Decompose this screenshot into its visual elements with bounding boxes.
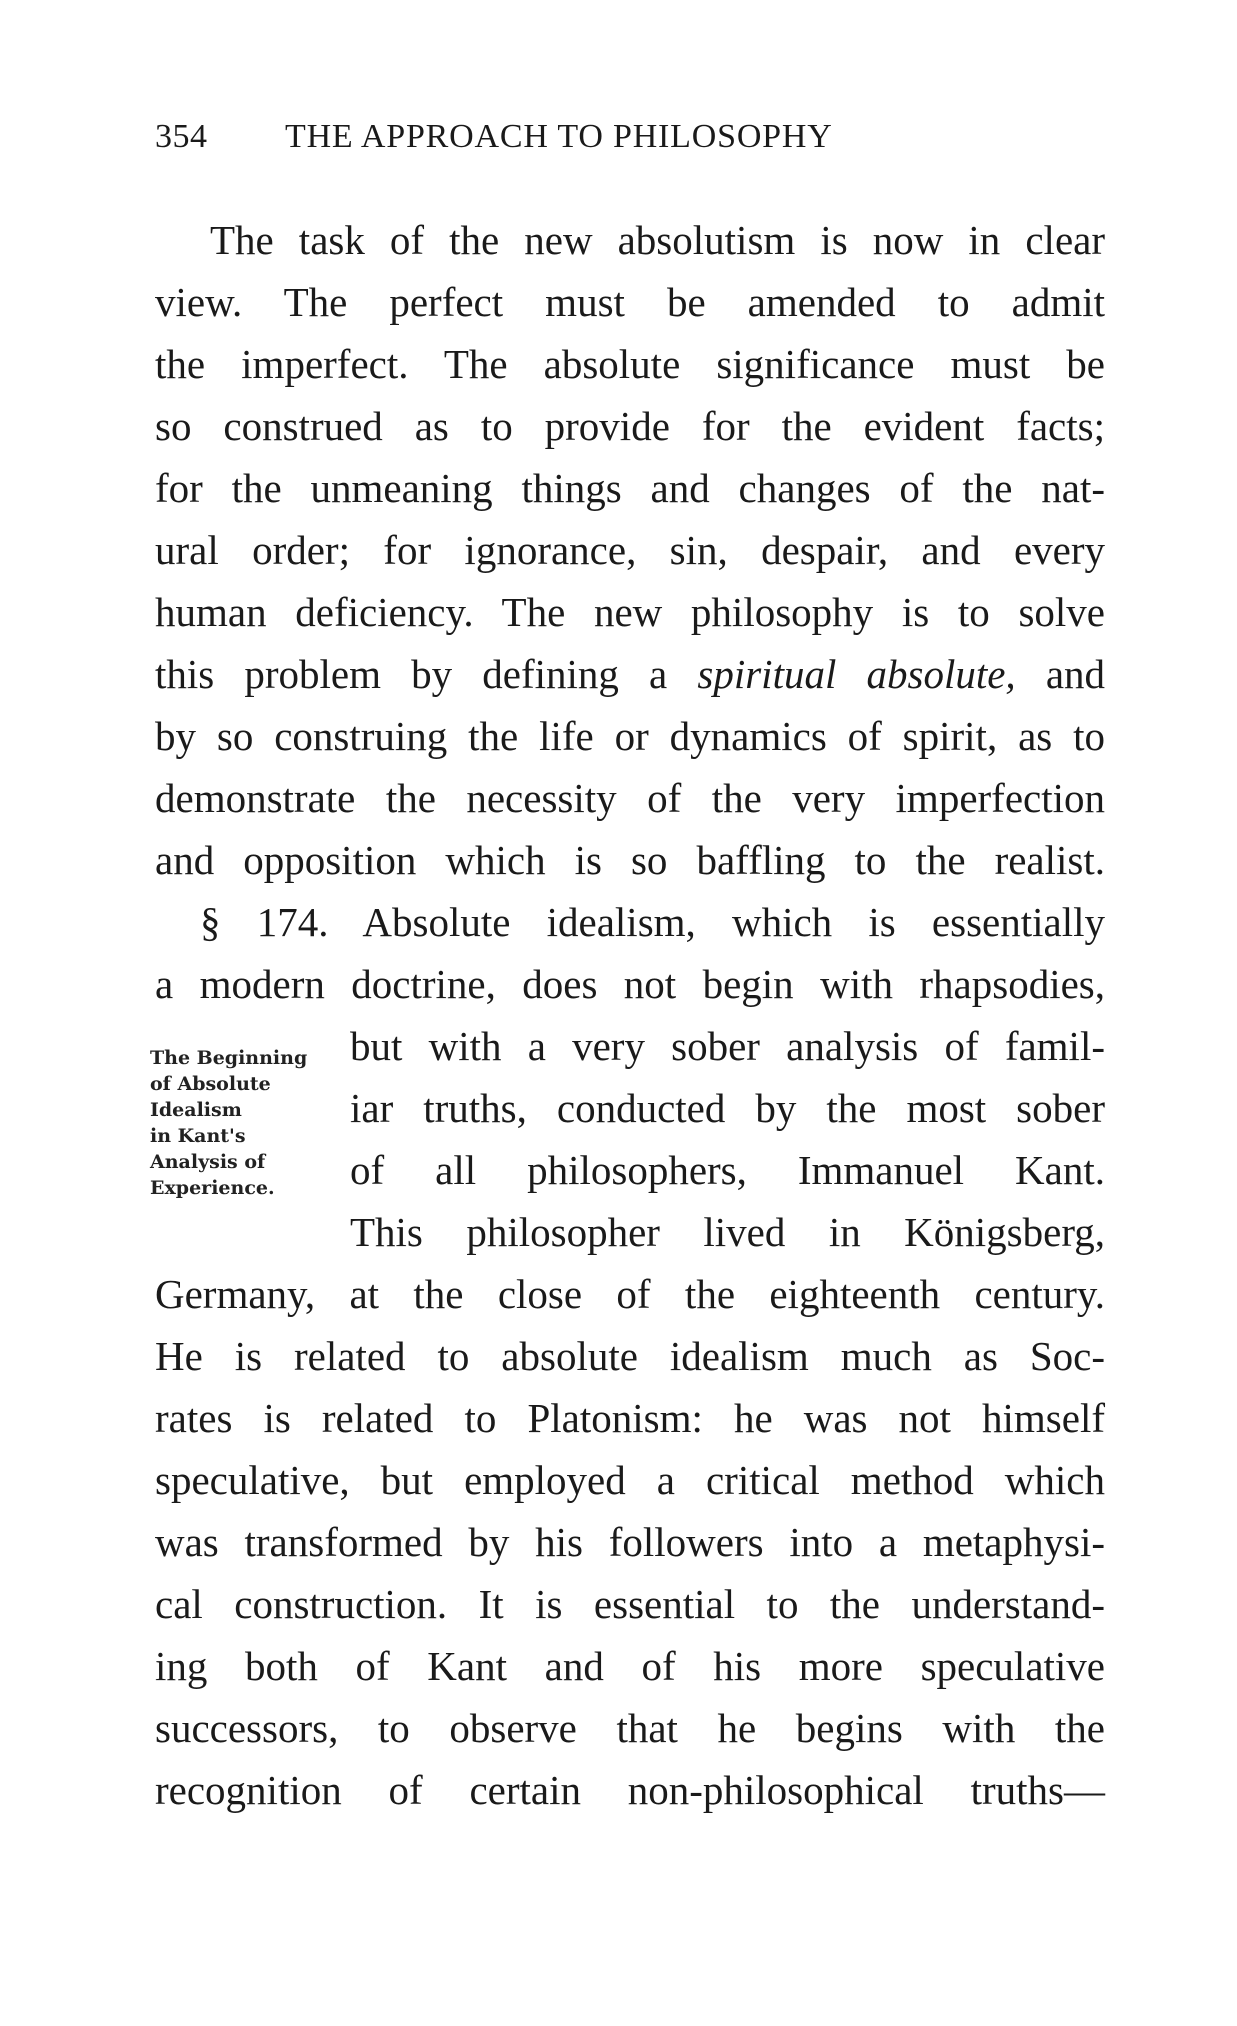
text-line: speculative, but employed a critical method which: [155, 1457, 1105, 1503]
margin-note-line: The Beginning: [150, 1047, 308, 1069]
margin-note-line: Idealism: [150, 1099, 242, 1121]
text-line: rates is related to Platonism: he was not himself: [155, 1395, 1105, 1441]
margin-note-line: in Kant's: [150, 1125, 246, 1147]
text-line: iar truths, conducted by the most sober: [350, 1085, 1105, 1131]
text-line: human deficiency. The new philosophy is to solve: [155, 589, 1105, 635]
text-line: ing both of Kant and of his more speculative: [155, 1643, 1105, 1689]
text-line: The task of the new absolutism is now in clear: [210, 217, 1105, 263]
page-header: [155, 118, 833, 156]
margin-note-line: of Absolute: [150, 1073, 271, 1095]
text-line: Germany, at the close of the eighteenth century.: [155, 1271, 1105, 1317]
text-line: a modern doctrine, does not begin with rhapsodies,: [155, 961, 1105, 1007]
text-line: so construed as to provide for the evident facts;: [155, 403, 1105, 449]
text-line: was transformed by his followers into a metaphysi-: [155, 1519, 1105, 1565]
text-line: ural order; for ignorance, sin, despair, and every: [155, 527, 1105, 573]
text-line: He is related to absolute idealism much as Soc-: [155, 1333, 1105, 1379]
text-line: This philosopher lived in Königsberg,: [350, 1209, 1105, 1255]
text-line: successors, to observe that he begins with the: [155, 1705, 1105, 1751]
text-line: recognition of certain non-philosophical truths—: [155, 1767, 1105, 1813]
text-run: and: [1045, 651, 1106, 697]
text-line: and opposition which is so baffling to the realist.: [155, 837, 1105, 883]
text-line: [155, 651, 1106, 697]
running-title: THE APPROACH TO PHILOSOPHY: [285, 118, 833, 155]
page-number: 354: [155, 118, 208, 155]
margin-note: [150, 1045, 340, 1201]
text-line: demonstrate the necessity of the very imperfection: [155, 775, 1105, 821]
margin-note-line: Analysis of: [150, 1151, 266, 1173]
text-line: cal construction. It is essential to the understand-: [155, 1581, 1105, 1627]
italic-phrase: spiritual absolute,: [697, 651, 1016, 697]
text-line: of all philosophers, Immanuel Kant.: [350, 1147, 1105, 1193]
text-line: view. The perfect must be amended to admit: [155, 279, 1105, 325]
text-run: this problem by defining a: [155, 651, 668, 697]
text-line: for the unmeaning things and changes of the nat-: [155, 465, 1105, 511]
text-line: by so construing the life or dynamics of spirit, as to: [155, 713, 1105, 759]
text-line: the imperfect. The absolute significance must be: [155, 341, 1105, 387]
margin-note-line: Experience.: [150, 1177, 275, 1199]
text-line: but with a very sober analysis of famil-: [350, 1023, 1105, 1069]
text-line: § 174. Absolute idealism, which is essentially: [200, 899, 1105, 945]
